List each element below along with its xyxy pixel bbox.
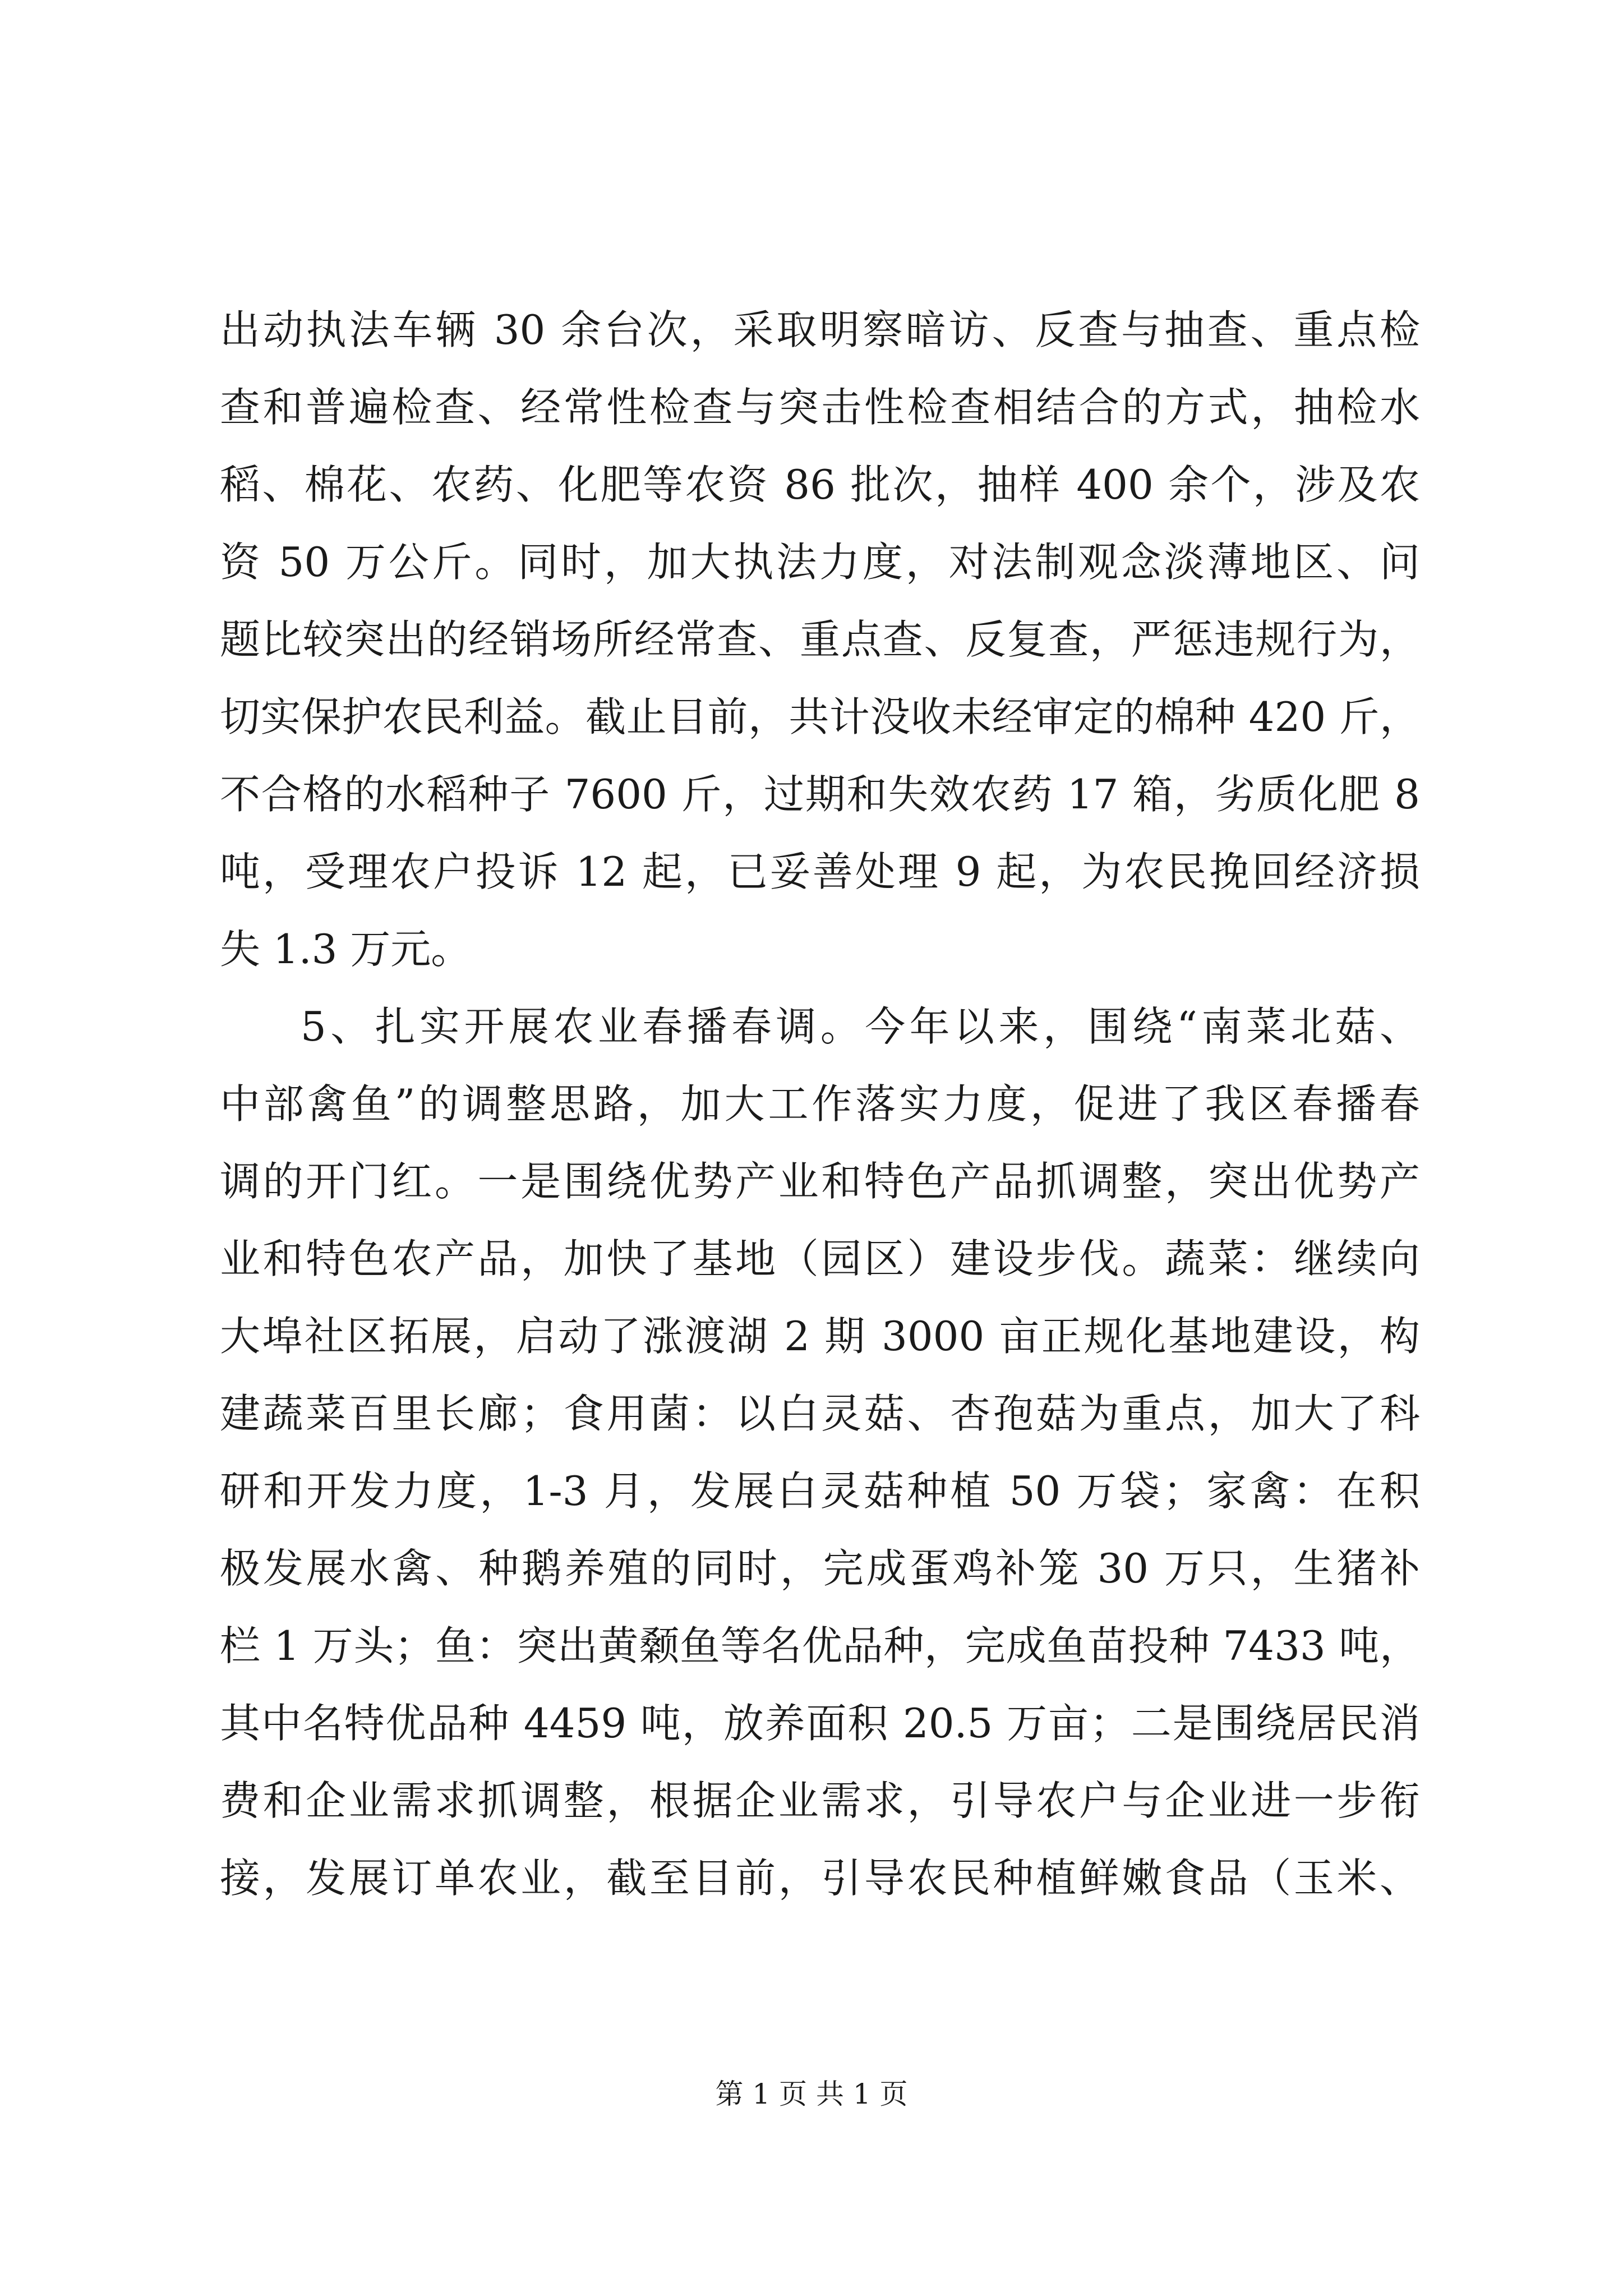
body-line-21: 接，发展订单农业，截至目前，引导农民种植鲜嫩食品（玉米、 <box>220 1855 1420 1902</box>
body-line-17: 极发展水禽、种鹅养殖的同时，完成蛋鸡补笼 30 万只，生猪补 <box>220 1545 1420 1592</box>
body-line-13: 业和特色农产品，加快了基地（园区）建设步伐。蔬菜：继续向 <box>220 1235 1420 1282</box>
body-line-4: 资 50 万公斤。同时，加大执法力度，对法制观念淡薄地区、问 <box>220 539 1420 586</box>
body-line-14: 大埠社区拓展，启动了涨渡湖 2 期 3000 亩正规化基地建设，构 <box>220 1313 1420 1360</box>
body-line-9: 失 1.3 万元。 <box>220 926 472 973</box>
body-line-15: 建蔬菜百里长廊；食用菌：以白灵菇、杏孢菇为重点，加大了科 <box>220 1390 1420 1437</box>
body-line-1: 出动执法车辆 30 余台次，采取明察暗访、反查与抽查、重点检 <box>220 306 1420 353</box>
paragraph-5-first-line: 5、扎实开展农业春播春调。今年以来，围绕“南菜北菇、 <box>301 1003 1420 1050</box>
body-line-20: 费和企业需求抓调整，根据企业需求，引导农户与企业进一步衔 <box>220 1777 1420 1824</box>
body-line-8: 吨，受理农户投诉 12 起，已妥善处理 9 起，为农民挽回经济损 <box>220 848 1420 895</box>
body-line-6: 切实保护农民利益。截止目前，共计没收未经审定的棉种 420 斤， <box>220 693 1420 740</box>
body-line-19: 其中名特优品种 4459 吨，放养面积 20.5 万亩；二是围绕居民消 <box>220 1700 1420 1747</box>
body-line-18: 栏 1 万头；鱼：突出黄颡鱼等名优品种，完成鱼苗投种 7433 吨， <box>220 1622 1420 1669</box>
page-number-footer: 第 1 页 共 1 页 <box>715 2078 908 2110</box>
body-line-7: 不合格的水稻种子 7600 斤，过期和失效农药 17 箱，劣质化肥 8 <box>220 771 1420 818</box>
body-line-11: 中部禽鱼”的调整思路，加大工作落实力度，促进了我区春播春 <box>220 1080 1420 1128</box>
body-line-12: 调的开门红。一是围绕优势产业和特色产品抓调整，突出优势产 <box>220 1158 1420 1205</box>
body-line-5: 题比较突出的经销场所经常查、重点查、反复查，严惩违规行为， <box>220 616 1420 663</box>
body-line-16: 研和开发力度，1-3 月，发展白灵菇种植 50 万袋；家禽：在积 <box>220 1467 1420 1515</box>
body-line-2: 查和普遍检查、经常性检查与突击性检查相结合的方式，抽检水 <box>220 384 1420 431</box>
body-line-3: 稻、棉花、农药、化肥等农资 86 批次，抽样 400 余个，涉及农 <box>220 461 1420 508</box>
